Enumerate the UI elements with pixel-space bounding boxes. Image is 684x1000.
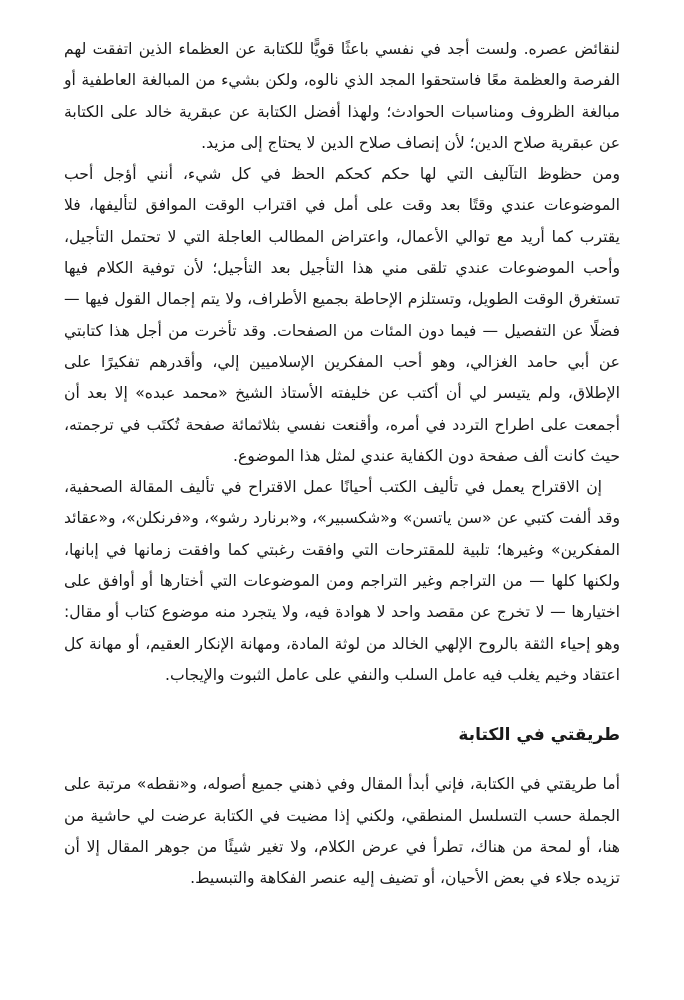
section-paragraph: أما طريقتي في الكتابة، فإني أبدأ المقال وفي ذهني جميع أصوله، و«نقطه» مرتبة على الجملة حسب التسلسل المنطقي، ولكني إذا مضيت في الكتابة عرضت لي حاشية من هنا، أو لمحة من هناك، تطرأ في عرض الكلام، ولا تغير شيئًا من جوهر المقال إلا أن تزيده جلاء في بعض الأحيان، أو تضيف إليه عنصر الفكاهة والتبسيط. xyxy=(64,775,620,888)
section-heading: طريقتي في الكتابة xyxy=(458,725,620,746)
body-paragraph-2: ومن حظوظ التآليف التي لها حكم كحكم الحظ في كل شيء، أنني أؤجل أحب الموضوعات عندي وقتًا بعد وقت على أمل في اقتراب الوقت الموافق لتأليفها، فلا يقترب كما أريد مع توالي الأعمال، واعتراض المطالب العاجلة التي لا تحتمل التأجيل، وأحب الموضوعات عندي تلقى مني هذا التأجيل بعد التأجيل؛ لأن توفية الكلام فيها تستغرق الوقت الطويل، وتستلزم الإحاطة بجميع الأطراف، ولا يتم إجمال القول فيها — فضلًا عن التفصيل — فيما دون المئات من الصفحات. وقد تأخرت من أجل هذا كتابتي عن أبي حامد الغزالي، وهو أحب المفكرين الإسلاميين إلي، وأقدرهم تفكيرًا على الإطلاق، ولم يتيسر لي أن أكتب عن خليفته الأستاذ الشيخ «محمد عبده» إلا بعد أن أجمعت على اطراح التردد في أمره، وأقنعت نفسي بثلاثمائة صفحة تُكتَب في ترجمته، حيث كانت ألف صفحة دون الكفاية عندي لمثل هذا الموضوع. xyxy=(64,165,620,465)
body-paragraph-3: إن الاقتراح يعمل في تأليف الكتب أحيانًا عمل الاقتراح في تأليف المقالة الصحفية، وقد ألفت كتبي عن «سن ياتسن» و«شكسبير»، و«برنارد رشو»، و«فرنكلن»، و«عقائد المفكرين» وغيرها؛ تلبية للمقترحات التي وافقت رغبتي كما وافقت زمانها في إبانها، ولكنها كلها — من التراجم وغير التراجم ومن الموضوعات التي أختارها أو أوافق على اختيارها — لا تخرج عن مقصد واحد لا هوادة فيه، ولا يتجرد منه موضوع كتاب أو مقال: وهو إحياء الثقة بالروح الإلهي الخالد من لوثة المادة، ومهانة الإنكار العقيم، أو مهانة كل اعتقاد وخيم يغلب فيه عامل السلب والنفي على عامل الثبوت والإيجاب. xyxy=(64,478,620,684)
body-paragraph-1: لنقائض عصره. ولست أجد في نفسي باعثًا قويًّا للكتابة عن العظماء الذين اتفقت لهم الفرصة والعظمة معًا فاستحقوا المجد الذي نالوه، ولكن بشيء من المبالغة العاطفية أو مبالغة الظروف ومناسبات الحوادث؛ ولهذا أفضل الكتابة عن عبقرية خالد على الكتابة عن عبقرية صلاح الدين؛ لأن إنصاف صلاح الدين لا يحتاج إلى مزيد. xyxy=(64,40,620,152)
